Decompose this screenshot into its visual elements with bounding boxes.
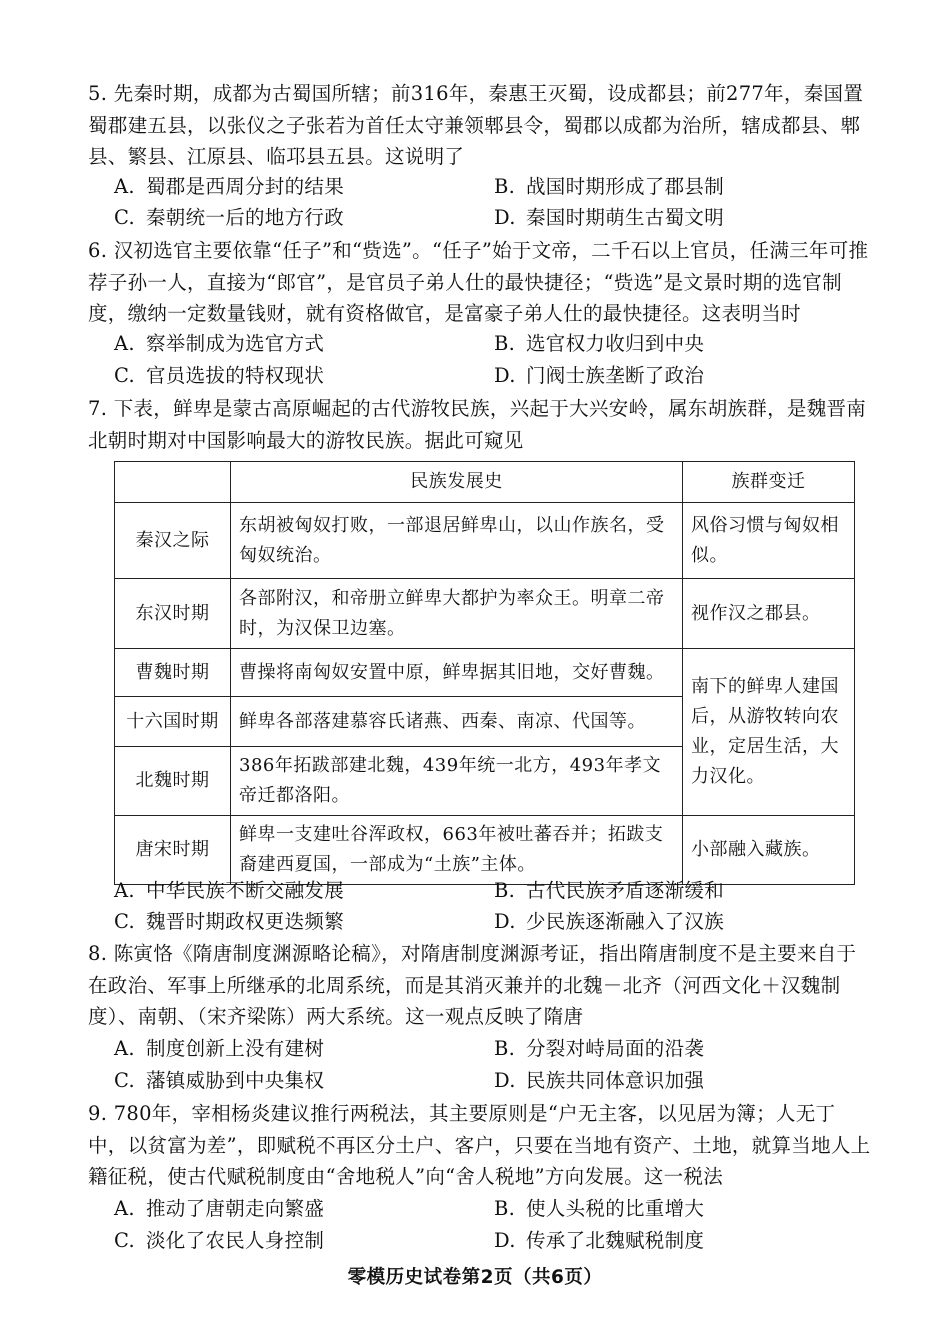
q7-option-b[interactable]: B. 古代民族矛盾逐渐缓和 — [494, 879, 725, 902]
period-cell: 秦汉之际 — [115, 503, 231, 579]
q7-option-d[interactable]: D. 少民族逐渐融入了汉族 — [494, 910, 725, 933]
header-period-cell — [115, 462, 231, 503]
history-cell: 各部附汉，和帝册立鲜卑大都护为率众王。明章二帝时，为汉保卫边塞。 — [231, 579, 683, 649]
question-5-stem: 5. 先秦时期，成都为古蜀国所辖；前316年，秦惠王灭蜀，设成都县；前277年，秦国置蜀郡建五县，以张仪之子张若为首任太守兼领郫县令，蜀郡以成都为治所，辖成都县、郫县、繁县、江原县、临邛县五县。这说明了 — [88, 82, 864, 168]
table-row — [115, 503, 855, 579]
q8-option-c[interactable]: C. 藩镇威胁到中央集权 — [114, 1069, 325, 1092]
history-cell: 鲜卑一支建吐谷浑政权，663年被吐蕃吞并；拓跋支裔建西夏国，一部成为“土族”主体。 — [231, 816, 683, 885]
period-cell: 十六国时期 — [115, 697, 231, 747]
xianbei-table — [114, 461, 855, 885]
question-7-stem: 7. 下表，鲜卑是蒙古高原崛起的古代游牧民族，兴起于大兴安岭，属东胡族群，是魏晋南北朝时期对中国影响最大的游牧民族。据此可窥见 — [88, 397, 867, 452]
q9-option-c[interactable]: C. 淡化了农民人身控制 — [114, 1229, 325, 1252]
q6-option-a[interactable]: A. 察举制成为选官方式 — [114, 332, 325, 355]
q5-option-a[interactable]: A. 蜀郡是西周分封的结果 — [114, 175, 345, 198]
q7-option-c[interactable]: C. 魏晋时期政权更迭频繁 — [114, 910, 345, 933]
history-cell: 386年拓跋部建北魏，439年统一北方，493年孝文帝迁都洛阳。 — [231, 747, 683, 816]
change-cell: 南下的鲜卑人建国后，从游牧转向农业，定居生活，大力汉化。 — [683, 649, 855, 816]
q6-option-c[interactable]: C. 官员选拔的特权现状 — [114, 364, 325, 387]
q8-option-a[interactable]: A. 制度创新上没有建树 — [114, 1037, 325, 1060]
change-cell: 视作汉之郡县。 — [683, 579, 855, 649]
page-footer: 零模历史试卷第2页（共6页） — [347, 1267, 603, 1288]
q5-option-c[interactable]: C. 秦朝统一后的地方行政 — [114, 206, 345, 229]
period-cell: 唐宋时期 — [115, 816, 231, 885]
table-header-row — [115, 462, 855, 503]
period-cell: 曹魏时期 — [115, 649, 231, 697]
header-history-cell: 民族发展史 — [231, 462, 683, 503]
q9-option-a[interactable]: A. 推动了唐朝走向繁盛 — [114, 1197, 325, 1220]
change-cell: 小部融入藏族。 — [683, 816, 855, 885]
q5-option-b[interactable]: B. 战国时期形成了郡县制 — [494, 175, 725, 198]
period-cell: 东汉时期 — [115, 579, 231, 649]
question-8-stem: 8. 陈寅恪《隋唐制度渊源略论稿》，对隋唐制度渊源考证，指出隋唐制度不是主要来自于在政治、军事上所继承的北周系统，而是其消灭兼并的北魏－北齐（河西文化＋汉魏制度）、南朝、（宋齐梁陈）两大系统。这一观点反映了隋唐 — [88, 942, 857, 1028]
q6-option-b[interactable]: B. 选官权力收归到中央 — [494, 332, 705, 355]
question-6-stem: 6. 汉初选官主要依靠“任子”和“赀选”。“任子”始于文帝，二千石以上官员，任满三年可推荐子孙一人，直接为“郎官”，是官员子弟人仕的最快捷径；“赀选”是文景时期的选官制度，缴纳一定数量钱财，就有资格做官，是富豪子弟人仕的最快捷径。这表明当时 — [88, 239, 869, 325]
table-row — [115, 649, 855, 697]
q8-option-d[interactable]: D. 民族共同体意识加强 — [494, 1069, 705, 1092]
table-row — [115, 816, 855, 885]
header-change-cell: 族群变迁 — [683, 462, 855, 503]
history-cell: 东胡被匈奴打败，一部退居鲜卑山，以山作族名，受匈奴统治。 — [231, 503, 683, 579]
q5-option-d[interactable]: D. 秦国时期萌生古蜀文明 — [494, 206, 725, 229]
history-cell: 鲜卑各部落建慕容氏诸燕、西秦、南凉、代国等。 — [231, 697, 683, 747]
period-cell: 北魏时期 — [115, 747, 231, 816]
q7-option-a[interactable]: A. 中华民族不断交融发展 — [114, 879, 345, 902]
history-cell: 曹操将南匈奴安置中原，鲜卑据其旧地，交好曹魏。 — [231, 649, 683, 697]
q6-option-d[interactable]: D. 门阀士族垄断了政治 — [494, 364, 705, 387]
question-9-stem: 9. 780年，宰相杨炎建议推行两税法，其主要原则是“户无主客，以见居为簿；人无丁中，以贫富为差”，即赋税不再区分土户、客户，只要在当地有资产、土地，就算当地人上籍征税，使古代赋税制度由“舍地税人”向“舍人税地”方向发展。这一税法 — [88, 1102, 871, 1188]
table-row — [115, 579, 855, 649]
change-cell: 风俗习惯与匈奴相似。 — [683, 503, 855, 579]
q8-option-b[interactable]: B. 分裂对峙局面的沿袭 — [494, 1037, 705, 1060]
q9-option-d[interactable]: D. 传承了北魏赋税制度 — [494, 1229, 705, 1252]
q9-option-b[interactable]: B. 使人头税的比重增大 — [494, 1197, 705, 1220]
